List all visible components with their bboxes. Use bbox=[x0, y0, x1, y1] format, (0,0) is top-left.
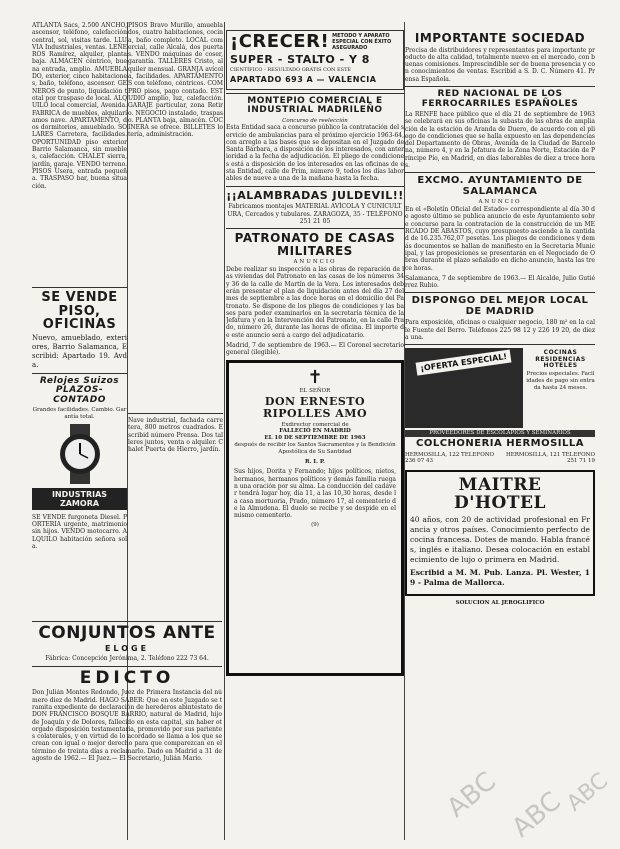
divider bbox=[128, 413, 223, 414]
divider bbox=[32, 287, 127, 288]
abc-watermark: ABC bbox=[441, 766, 502, 824]
oferta-title: ¡OFERTA ESPECIAL! bbox=[416, 350, 512, 376]
ayuntamiento-footer: Salamanca, 7 de septiembre de 1963.— El Alcalde, Julio Gutiérrez Rubio. bbox=[405, 274, 595, 290]
obituary-line2: FALLECIÓ EN MADRID bbox=[279, 428, 351, 435]
montepio-title: MONTEPIO COMERCIAL E INDUSTRIAL MADRILEÑO bbox=[247, 95, 383, 116]
patronato-footer: Madrid, 7 de septiembre de 1963.— El Coronel secretario general (ilegible). bbox=[226, 342, 404, 357]
sociedad-title: IMPORTANTE SOCIEDAD bbox=[414, 31, 586, 45]
wristwatch-icon bbox=[40, 424, 120, 484]
ayuntamiento-body: En el «Boletín Oficial del Estado» correspondiente al día 30 de agosto último se publica anuncio de este Ayuntamiento sobre concurso para la contratación de la construcción de un MERCADO DE ABASTOS, cuyo presupuesto asciende a la cantidad de 16.235.762,07 pesetas. Los pliegos de condiciones y demás documentos se hallan de manifiesto en la Secretaría Municipal, y las proposiciones se presentarán en el Negociado de Obras durante el plazo señalado en dicho anuncio, hasta las trece horas. bbox=[405, 206, 595, 272]
maitre-footer: Escribid a M. M. Pub. Lanza. Pl. Wester, 19 - Palma de Mallorca. bbox=[410, 567, 590, 587]
column-four bbox=[405, 22, 595, 840]
crecer-ad bbox=[226, 30, 404, 90]
conjuntos-title: CONJUNTOS ANTE bbox=[38, 623, 216, 643]
obituary-pre: EL SEÑOR bbox=[299, 387, 331, 394]
patronato-body: Debe realizar su inspección a las obras de reparación de las viviendas del Patronato en las casas de los números 34 y 36 de la calle de Martín de la Vera. Los interesados deberán presentar el plan de liquidación antes del día 27 del mes de septiembre a las doce horas en el domicilio del Patronato. Se dispone de los pliegos de condiciones y las bases para poder examinarlos en la secretaría técnica de la Jefatura y en la Intervención del Patronato, en la calle Prado, número 26, durante las horas de oficina. El importe de este anuncio será a cargo del adjudicatario. bbox=[226, 266, 404, 339]
obituary-line1: Exdirector comercial de bbox=[281, 421, 349, 428]
ayuntamiento-sub: ANUNCIO bbox=[478, 199, 522, 206]
red-body: La RENFE hace público que el día 21 de septiembre de 1963 se celebrará en sus oficinas la subasta de las obras de ampliación de la estación de Aranda de Duero, de acuerdo con el pliego de condiciones que se halla expuesto en las dependencias del Departamento de Obras, Avenida de la Ciudad de Barcelona, número 4, y en la Jefatura de la Zona Norte, Estación de Príncipe Pío, en Madrid, en días laborables de diez a trece horas. bbox=[405, 110, 595, 170]
abc-watermark: ABC bbox=[506, 786, 567, 844]
maitre-title: MAITRE D'HOTEL bbox=[454, 475, 546, 514]
sociedad-body: Precisa de distribuidores y representantes para importante producto de alta calidad, totalmente nuevo en el mercado, con buenas comisiones. Imprescindible ser de buena presencia y con conocimientos de ventas. Escribid a S. D. C. Número 41. Prensa Española. bbox=[405, 46, 595, 83]
solucion-label: SOLUCION AL JEROGLIFICO bbox=[455, 599, 545, 606]
alambradas-title: ¡¡ALAMBRADAS JULDEVIL!! bbox=[226, 188, 404, 202]
oferta-ad bbox=[405, 348, 595, 428]
patronato-title: PATRONATO DE CASAS MILITARES bbox=[234, 231, 396, 258]
conjuntos-body: Fábrica: Concepción Jerónima, 2. Teléfono 222 73 64. bbox=[45, 655, 209, 663]
watch-ad-brand: INDUSTRIAS ZAMORA bbox=[32, 488, 127, 510]
column-three bbox=[226, 22, 404, 840]
obituary-line3: después de recibir los Santos Sacramentos y la Bendición Apostólica de Su Santidad bbox=[234, 441, 396, 455]
divider bbox=[405, 172, 595, 173]
watch-ad-head: Relojes Suizos PLAZOS-CONTADO bbox=[39, 375, 120, 405]
crecer-line2: SUPER - STALTO - Y 8 bbox=[230, 52, 370, 66]
montepio-sub: Concurso de reelección bbox=[282, 117, 348, 124]
ayuntamiento-title: EXCMO. AYUNTAMIENTO DE SALAMANCA bbox=[417, 175, 583, 197]
classifieds-col2: PISOS Bravo Murillo, amueblados, cuatro habitaciones, cocina, baño completo. LOCAL comercial, calle Alcalá, dos puertas. VENDO máquinas de coser, garantía. TALLERES Cristo, alquiler mensual. GRANJA avícola, facilidades. APARTAMENTOS con teléfono, céntricos. COMPRO pisos, pago contado. ESTUDIO amplio, luz, calefacción. GARAJE particular, zona Retiro. NEGOCIO instalado, traspaso. PLANTA baja, almacén. COCINERA se ofrece. BILLETES lotería, administración. bbox=[128, 22, 223, 139]
divider bbox=[405, 86, 595, 87]
obituary-name: DON ERNESTO RIPOLLES AMO bbox=[262, 395, 368, 420]
column-two bbox=[128, 22, 223, 512]
oferta-banner: PROVEEDORES DE ESCOLAPIOS Y SEMINARIOS bbox=[405, 430, 595, 437]
crecer-line4: APARTADO 693 A — VALENCIA bbox=[230, 75, 377, 85]
obituary-body: Sus hijos, Dorita y Fernando; hijos políticos, nietos, hermanos, hermanos políticos y demás familia ruegan una oración por su alma. La conducción del cadáver tendrá lugar hoy, día 11, a las 10,30 horas, desde la casa mortuoria, Prado, número 17, al cementerio de la Almudena. El duelo se recibe y se despide en el mismo cementerio. bbox=[234, 468, 396, 520]
oferta-illustration bbox=[405, 348, 523, 428]
divider bbox=[32, 666, 222, 667]
crecer-big: ¡CRECER! bbox=[230, 31, 330, 52]
classifieds-col1: ATLANTA Sacs, 2.500 ANCHO, ascensor, teléfono, calefacción central, sol, visitas tarde. LLUVIA Industriales, ventas. LEÑEROS Ramírez, alquiler, planta baja. ALMACEN céntrico, buena entrada, amplio. AMUEBLADO, exterior, cinco habitaciones, baño, teléfono, ascensor. GENEROS de punto, liquidación total por traspaso de local. ALQUILO local comercial, Avenida. FABRICA de muebles, alquilaríamos nave. APARTAMENTO, dos dormitorios, amueblado. SOLARES Carretera, facilidades. OPORTUNIDAD piso exterior Barrio Salamanca, sin muebles, calefacción. CHALET sierra, jardín, garaje. VENDO terreno. PISOS Usera, entrada pequeña. TRASPASO bar, buena situación. bbox=[32, 22, 127, 190]
obituary-footer: (9) bbox=[311, 522, 319, 529]
conjuntos-sub: ELOGE bbox=[104, 643, 150, 653]
classifieds-col1-bottom: SE VENDE furgoneta Diesel. PORTERIA urgente, matrimonio sin hijos. VENDO motocarro. ALQUILO habitación señora sola. bbox=[32, 513, 127, 551]
piso-ad bbox=[32, 291, 127, 370]
oferta-side-title: COCINAS RESIDENCIAS HOTELES bbox=[535, 349, 586, 369]
red-title: RED NACIONAL DE LOS FERROCARRILES ESPAÑOLES bbox=[421, 89, 579, 109]
maitre-body: 40 años, con 20 de actividad profesional en Francia y otros países. Conocimiento perfecto de cocina francesa. Dotes de mando. Habla francés, inglés e italiano. Desea colocación en establecimiento de lujo o primera en Madrid. bbox=[410, 514, 590, 564]
watch-ad bbox=[32, 377, 127, 510]
divider bbox=[226, 228, 404, 229]
edicto-title: EDICTO bbox=[79, 667, 175, 688]
patronato-sub: ANUNCIO bbox=[293, 259, 337, 266]
classifieds-col2-bottom: Nave industrial, fachada carretera, 800 metros cuadrados. Escribid número Prensa. Dos talleres juntos, venta o alquiler. Chalet Puerta de Hierro, jardín. bbox=[128, 417, 223, 454]
edicto-body: Don Julián Montes Redondo, Juez de Primera Instancia del número diez de Madrid. HAGO SABER: Que en este Juzgado se tramita expediente de declaración de herederos abintestato de DON FRANCISCO BOSQUE BARRIO, natural de Madrid, hijo de Joaquín y de Dolores, fallecido en esta capital, sin haber otorgado disposición testamentaria, promovido por sus parientes colaterales, y en virtud de lo acordado se llama a los que se crean con igual o mejor derecho para que comparezcan en el término de treinta días a reclamarlo. Dado en Madrid a 31 de agosto de 1962.— El Juez.— El Secretario, Julián Mario. bbox=[32, 689, 222, 763]
watch-ad-lines: Grandes facilidades. Cambio. Garantía total. bbox=[32, 407, 127, 421]
column-rule-2 bbox=[224, 22, 225, 840]
divider bbox=[405, 292, 595, 293]
oferta-side-body: Precios especiales. Facilidades de pago sin entrada hasta 24 meses. bbox=[526, 371, 595, 391]
obituary bbox=[226, 360, 404, 676]
dispongo-title: DISPONGO DEL MEJOR LOCAL DE MADRID bbox=[411, 295, 589, 317]
divider bbox=[405, 344, 595, 345]
oferta-addr-right: HERMOSILLA, 121 TELEFONO 251 71 19 bbox=[505, 451, 595, 465]
dispongo-body: Para exposición, oficinas o cualquier negocio, 180 m² en la calle Fuente del Berro. Teléfonos 225 98 12 y 226 19 20, de diez a una. bbox=[405, 319, 595, 341]
crecer-side: METODO Y APARATO ESPECIAL CON ÉXITO ASEGURADO bbox=[332, 33, 392, 52]
obituary-date: EL 10 DE SEPTIEMBRE DE 1963 bbox=[264, 435, 366, 442]
crecer-line3: CIENTÍFICO - RESULTADO GRATIS CON ESTE bbox=[230, 67, 352, 74]
obituary-rip: R. I. P. bbox=[305, 458, 325, 465]
abc-watermark: ABC bbox=[562, 768, 613, 817]
cross-icon: ✝ bbox=[307, 366, 323, 388]
piso-ad-head: SE VENDE PISO, OFICINAS bbox=[41, 290, 118, 333]
montepio-body: Esta Entidad saca a concurso público la contratación del servicio de ambulancias para el próximo ejercicio 1963-64, con arreglo a las bases que se depositan en el Juzgado de Santa Bárbara, a disposición de los interesados, con anterioridad a la fecha de adjudicación. El pliego de condiciones está a disposición de los interesados en las oficinas de esta Entidad, calle de Prim, número 9, todos los días laborables de nueve a una de la mañana hasta la fecha. bbox=[226, 124, 404, 183]
divider bbox=[32, 621, 222, 622]
oferta-brand: COLCHONERIA HERMOSILLA bbox=[415, 438, 585, 450]
conjuntos-edicto-block bbox=[32, 618, 222, 832]
alambradas-body: Fabricamos montajes MATERIAL AVÍCOLA Y CUNICULTURA, Cercados y tubulares. ZARAGOZA, 35 - TELÉFONO 251 21 05 bbox=[227, 203, 403, 225]
divider bbox=[226, 186, 404, 187]
divider bbox=[226, 93, 404, 94]
maitre-ad bbox=[405, 470, 595, 596]
piso-ad-body: Nuevo, amueblado, exteriores, Barrio Salamanca, Escribid: Apartado 19. Avda. bbox=[32, 333, 127, 369]
oferta-addr-left: HERMOSILLA, 122 TELEFONO 236 07 43 bbox=[405, 451, 495, 465]
divider bbox=[32, 373, 127, 374]
